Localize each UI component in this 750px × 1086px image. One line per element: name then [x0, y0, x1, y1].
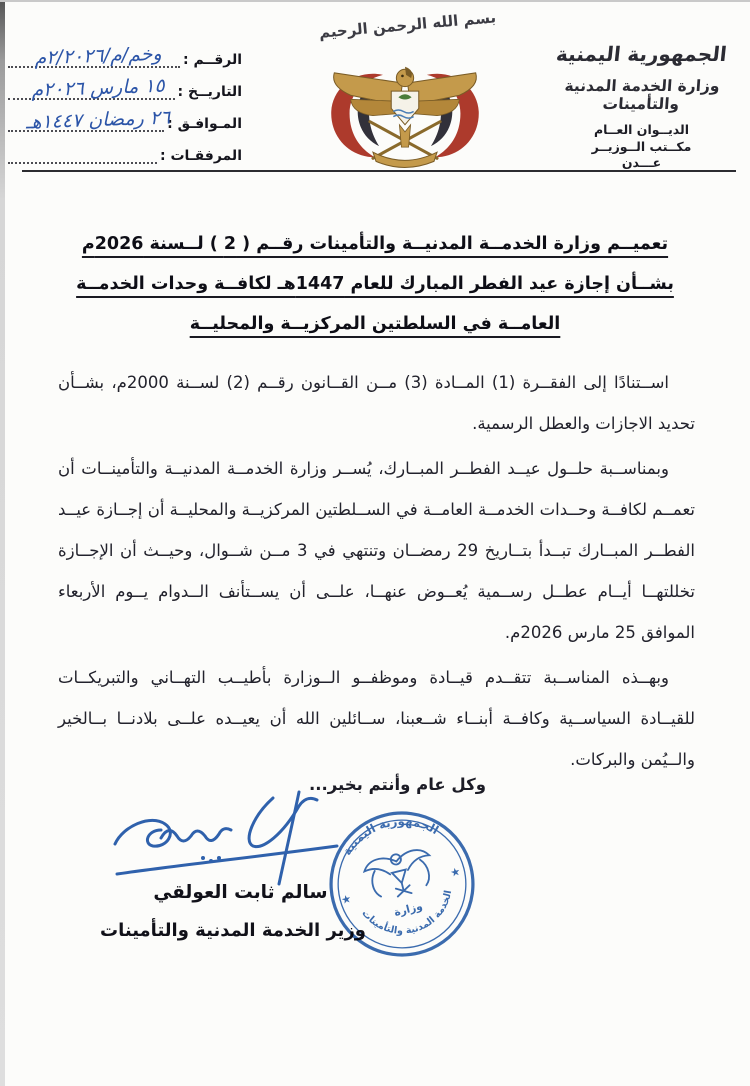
letterhead-office-general: الديــوان العــام	[593, 122, 689, 137]
stamp-star-left-icon: ★	[339, 891, 353, 908]
field-attachments-label: المرفقـات :	[160, 148, 242, 164]
letterhead-country: الجمهورية اليمنية	[555, 42, 728, 66]
field-corresponding-value: ٢٦ رمضان ١٤٤٧هـ	[25, 106, 171, 134]
field-corresponding-label: المـوافـق :	[167, 116, 242, 132]
paragraph-legal-basis: اســتنادًا إلى الفقــرة (1) المــادة (3) مــن القــانون رقــم (2) لســنة 2000م، بشــأن تحديد الاجازات والعطل الرسمية.	[58, 373, 695, 433]
field-attachments	[8, 140, 242, 164]
dotted-line	[8, 138, 157, 164]
bismillah-calligraphy: بسم الله الرحمن الرحيم	[318, 8, 497, 42]
stamp-top-text: الجمهورية اليمنية	[339, 814, 442, 858]
field-number	[8, 44, 242, 68]
letterhead-city: عـــدن	[621, 155, 662, 170]
title-line-1: تعميــم وزارة الخدمــة المدنيــة والتأمينات رقــم ( 2 ) لــسنة 2026م	[81, 234, 669, 254]
header-divider	[22, 170, 736, 172]
paragraph-greetings: وبهــذه المناســبة تتقــدم قيــادة وموظفــو الــوزارة بأطيــب التهــاني والتبريكــات للقيــادة السياســية وكافــة أبنــاء شــعبنا، ســائلين الله أن يعيــده علــى بلادنــا بــالخير والــيُمن والبركات.	[58, 668, 695, 769]
scan-edge-left	[0, 0, 5, 1086]
yemen-national-emblem-icon	[316, 52, 494, 170]
minister-position: وزير الخدمة المدنية والتأمينات	[100, 920, 366, 941]
minister-name: سالم ثابت العولقي	[153, 882, 328, 903]
title-line-2: بشــأن إجازة عيد الفطر المبارك للعام 1447هـ لكافــة وحدات الخدمــة	[76, 274, 674, 294]
circular-title	[70, 224, 680, 344]
scan-edge-top	[0, 0, 750, 2]
field-date-label: التاريــخ :	[177, 84, 242, 100]
title-line-3: العامــة في السلطتين المركزيــة والمحليــة	[189, 314, 561, 334]
field-date-value: ١٥ مارس ٢٠٢٦م	[30, 74, 166, 102]
stamp-emblem-icon	[362, 846, 437, 902]
letterhead	[539, 42, 744, 172]
field-date	[8, 76, 242, 100]
letter-body	[58, 362, 695, 784]
stamp-star-right-icon: ★	[448, 864, 462, 880]
letterhead-minister-office: مكــتب الــوزيــر	[591, 138, 692, 154]
field-number-value: وخم/م/٢/٢٠٢٦م	[33, 42, 163, 70]
stamp-bottom-text: الخدمة المدنية والتأمينات	[359, 889, 455, 937]
paragraph-holiday-details: وبمناســبة حلــول عيــد الفطــر المبــارك، يُســر وزارة الخدمــة المدنيــة والتأمينــات أن تعمــم لكافــة وحــدات الخدمــة العامــة في الســلطتين المركزيــة والمحليــة أن إجــازة عيــد الفطــر المبــارك تبــدأ بتــاريخ 29 رمضــان وتنتهي في 3 مــن شــوال، وحيــث أن الإجــازة تخللتهــا أيــام عطــل رســمية يُعــوض عنهــا، علــى أن يســتأنف الــدوام يــوم الأربعاء الموافق 25 مارس 2026م.	[58, 459, 695, 642]
field-corresponding	[8, 108, 242, 132]
field-number-label: الرقــم :	[183, 52, 242, 68]
reference-fields	[8, 44, 242, 172]
closing-phrase: وكل عام وأنتم بخير...	[308, 775, 487, 794]
stamp-ministry-word: وزارة	[392, 899, 424, 919]
letterhead-ministry: وزارة الخدمة المدنية والتأمينات	[563, 77, 721, 113]
